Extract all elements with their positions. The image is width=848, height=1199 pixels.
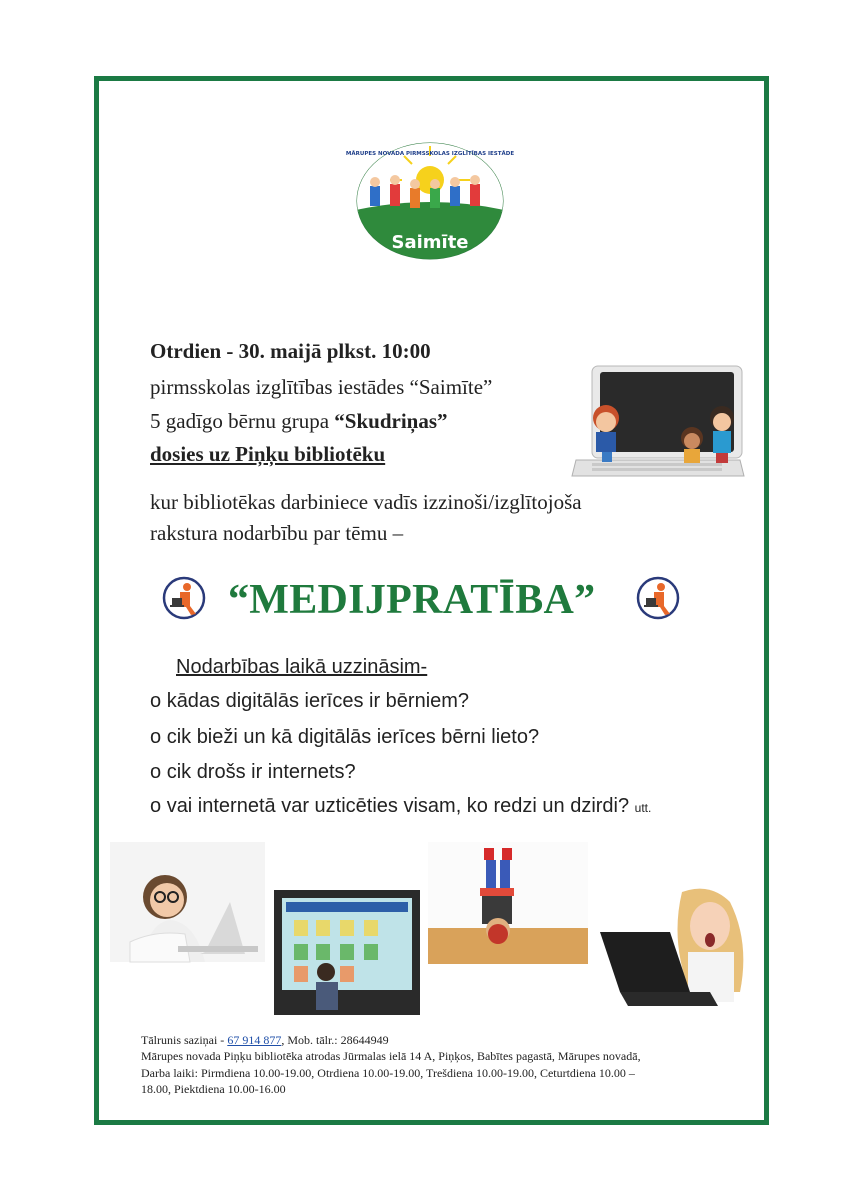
list-item bbox=[150, 795, 651, 818]
person-laptop-icon bbox=[162, 576, 206, 620]
list-item bbox=[150, 726, 539, 749]
person-laptop-icon bbox=[636, 576, 680, 620]
mobile-number: , Mob. tālr.: 28644949 bbox=[281, 1033, 389, 1047]
photo-girl-laptop bbox=[110, 842, 265, 962]
footer-contact bbox=[141, 1033, 389, 1048]
phone-label: Tālrunis saziņai - bbox=[141, 1033, 228, 1047]
logo-arc-text: MĀRUPES NOVADA PIRMSSKOLAS IZGLĪTĪBAS IESTĀDE bbox=[345, 151, 515, 157]
logo-name: Saimīte bbox=[391, 232, 469, 253]
list-item-text: kādas digitālās ierīces ir bērniem? bbox=[166, 690, 470, 712]
footer-address: Mārupes novada Piņķu bibliotēka atrodas Jūrmalas ielā 14 A, Piņķos, Babītes pagastā, Mārupes novadā, bbox=[141, 1049, 641, 1063]
intro-line-4: dosies uz Piņķu bibliotēku bbox=[150, 442, 386, 466]
activities-heading: Nodarbības laikā uzzināsim- bbox=[176, 656, 428, 678]
list-suffix: utt. bbox=[634, 801, 652, 815]
group-label: 5 gadīgo bērnu grupa bbox=[150, 409, 335, 433]
topic-title: “MEDIJPRATĪBA” bbox=[228, 577, 596, 623]
photo-child-tablet bbox=[428, 842, 588, 964]
footer-hours-1: Darba laiki: Pirmdiena 10.00-19.00, Otrdiena 10.00-19.00, Trešdiena 10.00-19.00, Ceturtdiena 10.00 – bbox=[141, 1066, 635, 1080]
intro-line-5: kur bibliotēkas darbiniece vadīs izzinoši/izglītojoša bbox=[150, 490, 582, 514]
group-name: “Skudriņas” bbox=[334, 409, 448, 433]
bullet-glyph: o bbox=[150, 726, 162, 748]
event-date: Otrdien - 30. maijā plkst. 10:00 bbox=[150, 339, 431, 363]
phone-link[interactable]: 67 914 877 bbox=[227, 1033, 282, 1047]
photo-girl-surprised bbox=[600, 882, 752, 1010]
photo-smartboard bbox=[274, 890, 420, 1015]
list-item-text: vai internetā var uzticēties visam, ko redzi un dzirdi? bbox=[166, 795, 630, 817]
list-item bbox=[150, 690, 469, 713]
bullet-glyph: o bbox=[150, 690, 162, 712]
list-item-text: cik bieži un kā digitālās ierīces bērni lieto? bbox=[166, 726, 540, 748]
list-item bbox=[150, 761, 356, 784]
bullet-glyph: o bbox=[150, 795, 162, 817]
bullet-glyph: o bbox=[150, 761, 162, 783]
intro-line-3 bbox=[150, 409, 448, 434]
intro-line-6: rakstura nodarbību par tēmu – bbox=[150, 521, 404, 545]
list-item-text: cik drošs ir internets? bbox=[166, 761, 356, 783]
child-laptop-illustration bbox=[572, 364, 744, 482]
school-logo bbox=[345, 142, 515, 260]
intro-line-2: pirmsskolas izglītības iestādes “Saimīte” bbox=[150, 375, 493, 399]
footer-hours-2: 18.00, Piektdiena 10.00-16.00 bbox=[141, 1082, 286, 1096]
